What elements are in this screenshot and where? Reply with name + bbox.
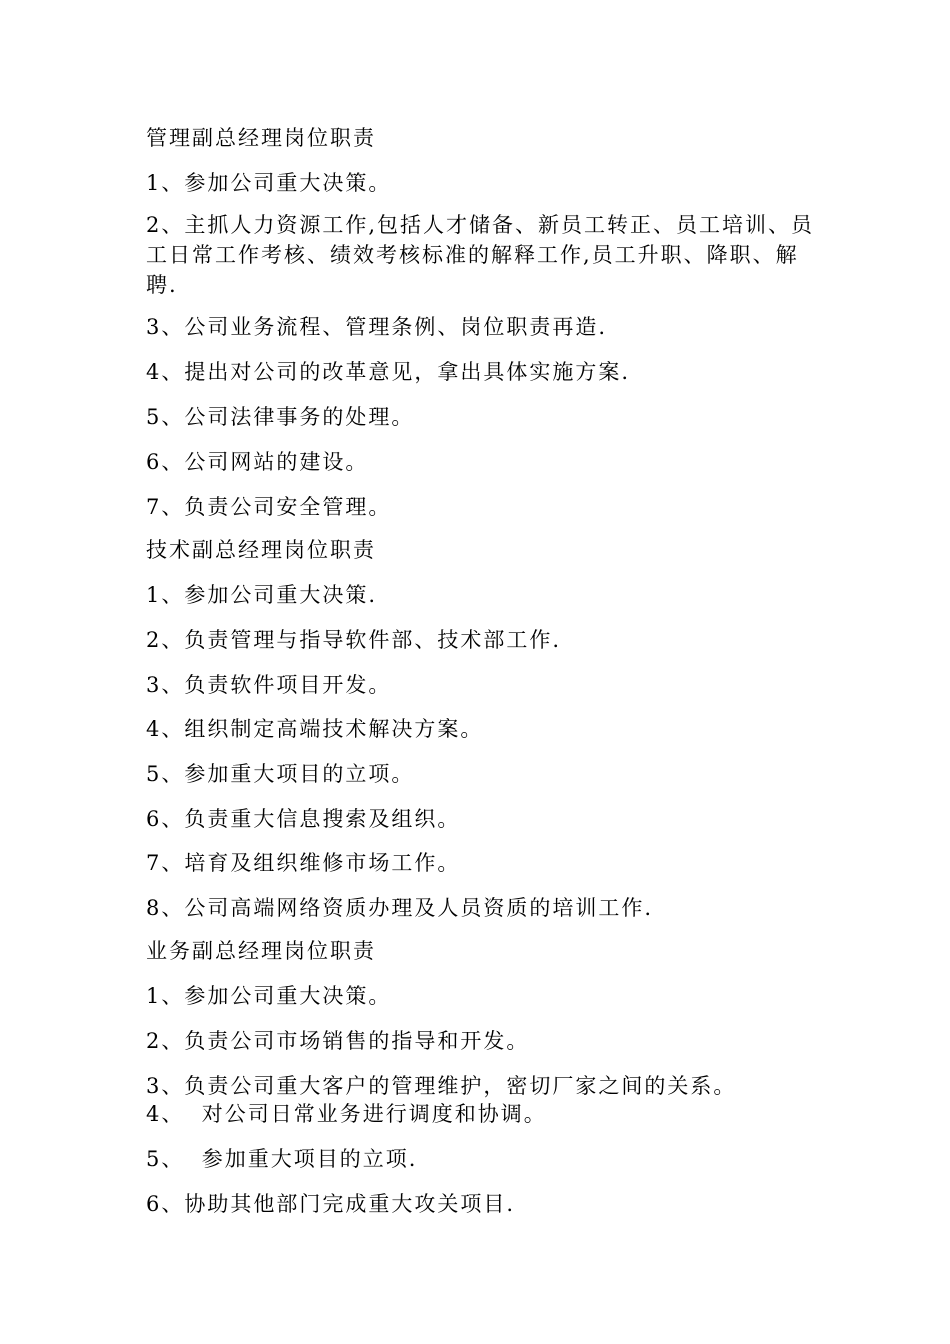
list-item: 4、提出对公司的改革意见，拿出具体实施方案. [146,360,631,384]
list-item: 3、公司业务流程、管理条例、岗位职责再造. [146,315,608,339]
list-item: 1、参加公司重大决策。 [146,171,392,195]
list-item: 2、负责公司市场销售的指导和开发。 [146,1029,530,1053]
list-item: 8、公司高端网络资质办理及人员资质的培训工作. [146,896,654,920]
list-item: 6、公司网站的建设。 [146,450,369,474]
list-item: 3、负责软件项目开发。 [146,673,392,697]
list-item: 2、负责管理与指导软件部、技术部工作. [146,628,562,652]
section-title-business: 业务副总经理岗位职责 [146,939,376,963]
list-item: 7、负责公司安全管理。 [146,495,392,519]
list-item: 1、参加公司重大决策. [146,583,378,607]
list-item: 2、主抓人力资源工作,包括人才储备、新员工转正、员工培训、员工日常工作考核、绩效考核标准的解释工作,员工升职、降职、解聘. [146,213,815,297]
list-item: 4、 对公司日常业务进行调度和协调。 [146,1102,547,1126]
list-item: 1、参加公司重大决策。 [146,984,392,1008]
list-item: 5、 参加重大项目的立项. [146,1147,418,1171]
list-item: 3、负责公司重大客户的管理维护，密切厂家之间的关系。 [146,1074,737,1098]
section-title-management: 管理副总经理岗位职责 [146,126,376,150]
list-item: 4、组织制定高端技术解决方案。 [146,717,484,741]
list-item: 5、参加重大项目的立项。 [146,762,415,786]
section-title-technical: 技术副总经理岗位职责 [146,538,376,562]
list-item: 7、培育及组织维修市场工作。 [146,851,461,875]
list-item: 6、负责重大信息搜索及组织。 [146,807,461,831]
list-item: 5、公司法律事务的处理。 [146,405,415,429]
list-item: 6、协助其他部门完成重大攻关项目. [146,1192,516,1216]
